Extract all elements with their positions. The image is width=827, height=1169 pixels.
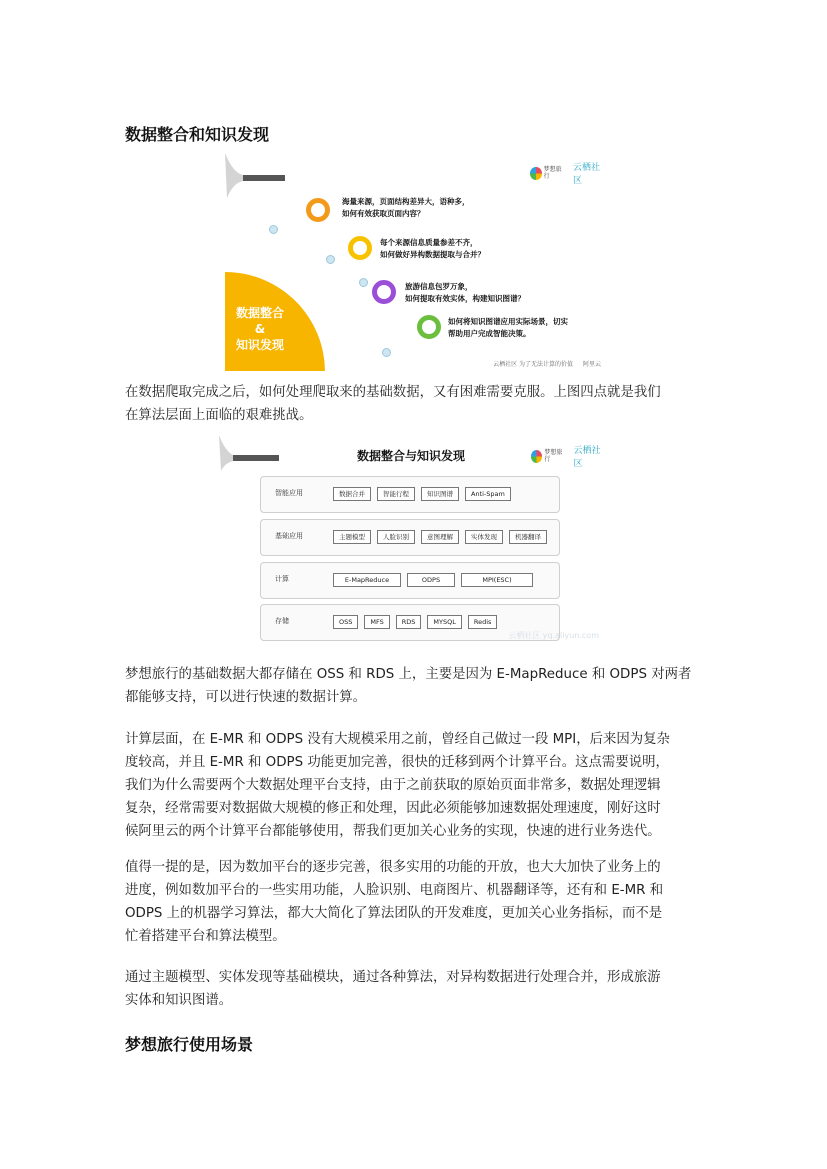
logo-community-text: 云栖社区 (573, 446, 601, 469)
paragraph-5 (125, 966, 703, 1012)
question-ring-icon (306, 198, 330, 222)
layer-box: ODPS (407, 573, 455, 587)
text-line: 计算层面，在 E-MR 和 ODPS 没有大规模采用之前，曾经自己做过一段 MPI，后来因为复杂 (125, 732, 670, 747)
layer-box: OSS (333, 615, 358, 629)
question-4-line1: 如何将知识图谱应用实际场景，切实 (448, 317, 568, 326)
layer-box: 智能行程 (377, 487, 415, 501)
text-line: 在数据爬取完成之后，如何处理爬取来的基础数据，又有困难需要克服。上图四点就是我们 (125, 385, 661, 400)
layer-box: 意图理解 (421, 530, 459, 544)
question-3 (405, 281, 525, 305)
horn-decoration (225, 153, 295, 198)
text-line: 实体和知识图谱。 (125, 993, 233, 1008)
connector-dot (269, 225, 278, 234)
brand-logo-icon (530, 167, 542, 180)
question-1-line1: 海量来源，页面结构差异大，语种多， (342, 197, 470, 206)
layer-label: 存储 (275, 617, 289, 625)
question-1 (342, 196, 470, 220)
layer-label: 基础应用 (275, 532, 303, 540)
logo-brand-text: 梦想旅行 (544, 449, 563, 463)
brand-logo (530, 160, 605, 186)
text-line: 都能够支持，可以进行快速的数据计算。 (125, 690, 367, 705)
paragraph-1 (125, 381, 703, 427)
question-4 (448, 316, 568, 340)
layer-box: MYSQL (427, 615, 461, 629)
layer-label: 智能应用 (275, 489, 303, 497)
text-line: 进度，例如数加平台的一些实用功能，人脸识别、电商图片、机器翻译等，还有和 E-MR 和 (125, 883, 664, 898)
question-2 (380, 237, 485, 261)
figure-footer (493, 359, 601, 368)
connector-dot (359, 278, 368, 287)
question-3-line2: 如何提取有效实体，构建知识图谱？ (405, 294, 525, 303)
layer-box: RDS (396, 615, 422, 629)
brand-logo-icon (531, 450, 542, 463)
text-line: ODPS 上的机器学习算法，都大大简化了算法团队的开发难度，更加关心业务指标，而不是 (125, 906, 663, 921)
quarter-title-line1: 数据整合 (235, 306, 284, 320)
topic-quarter-circle (225, 272, 325, 371)
question-1-line2: 如何有效获取页面内容？ (342, 209, 425, 218)
figure-data-integration-challenges (225, 153, 605, 371)
brand-logo (531, 443, 605, 469)
figure-architecture-layers (219, 435, 605, 643)
layer-box: E-MapReduce (333, 573, 401, 587)
question-ring-icon (417, 315, 441, 339)
layer-box: 机器翻译 (509, 530, 547, 544)
horn-decoration (219, 435, 289, 471)
layer-box: Anti-Spam (465, 487, 511, 501)
text-line: 候阿里云的两个计算平台都能够使用，帮我们更加关心业务的实现，快速的进行业务迭代。 (125, 824, 661, 839)
question-2-line1: 每个来源信息质量参差不齐， (380, 238, 478, 247)
text-line: 通过主题模型、实体发现等基础模块，通过各种算法，对异构数据进行处理合并，形成旅游 (125, 970, 661, 985)
layer-label: 计算 (275, 575, 289, 583)
text-line: 值得一提的是，因为数加平台的逐步完善，很多实用的功能的开放，也大大加快了业务上的 (125, 860, 661, 875)
section-heading: 数据整合和知识发现 (125, 125, 270, 144)
layer-box: 人脸识别 (377, 530, 415, 544)
section-heading: 梦想旅行使用场景 (125, 1035, 254, 1054)
layer-box: Redis (468, 615, 498, 629)
logo-brand-text: 梦想旅行 (543, 166, 562, 180)
watermark: 云栖社区 yq.aliyun.com (508, 631, 599, 640)
layer-box: 主题模型 (333, 530, 371, 544)
layer-box: 数据合并 (333, 487, 371, 501)
layer-box: MPI(ESC) (461, 573, 533, 587)
figure-title: 数据整合与知识发现 (357, 449, 466, 463)
text-line: 我们为什么需要两个大数据处理平台支持，由于之前获取的原始页面非常多，数据处理逻辑 (125, 778, 661, 793)
text-line: 复杂，经常需要对数据做大规模的修正和处理，因此必须能够加速数据处理速度，刚好这时 (125, 801, 661, 816)
text-line: 度较高，并且 E-MR 和 ODPS 功能更加完善，很快的迁移到两个计算平台。这点需要说明， (125, 755, 669, 770)
quarter-title-line3: 知识发现 (235, 338, 284, 352)
text-line: 在算法层面上面临的艰难挑战。 (125, 408, 313, 423)
layer-box: 实体发现 (465, 530, 503, 544)
layer-box: 知识图谱 (421, 487, 459, 501)
text-line: 忙着搭建平台和算法模型。 (125, 929, 286, 944)
paragraph-3 (125, 728, 703, 843)
layer-basic-apps (260, 519, 560, 556)
connector-dot (382, 348, 391, 357)
question-2-line2: 如何做好异构数据提取与合并？ (380, 250, 485, 259)
question-ring-icon (348, 236, 372, 260)
paragraph-2 (125, 663, 703, 709)
quarter-title-line2: & (254, 322, 266, 336)
paragraph-4 (125, 856, 703, 948)
layer-smart-apps (260, 476, 560, 513)
footer-brand: 阿里云 (582, 361, 601, 368)
question-4-line2: 帮助用户完成智能决策。 (448, 329, 531, 338)
logo-community-text: 云栖社区 (572, 163, 600, 186)
footer-slogan: 云栖社区 为了无法计算的价值 (493, 361, 573, 368)
question-3-line1: 旅游信息包罗万象， (405, 282, 473, 291)
layer-compute (260, 562, 560, 599)
connector-dot (326, 255, 335, 264)
text-line: 梦想旅行的基础数据大都存储在 OSS 和 RDS 上，主要是因为 E-MapReduce 和 ODPS 对两者 (125, 667, 692, 682)
question-ring-icon (372, 280, 396, 304)
layer-box: MFS (364, 615, 389, 629)
